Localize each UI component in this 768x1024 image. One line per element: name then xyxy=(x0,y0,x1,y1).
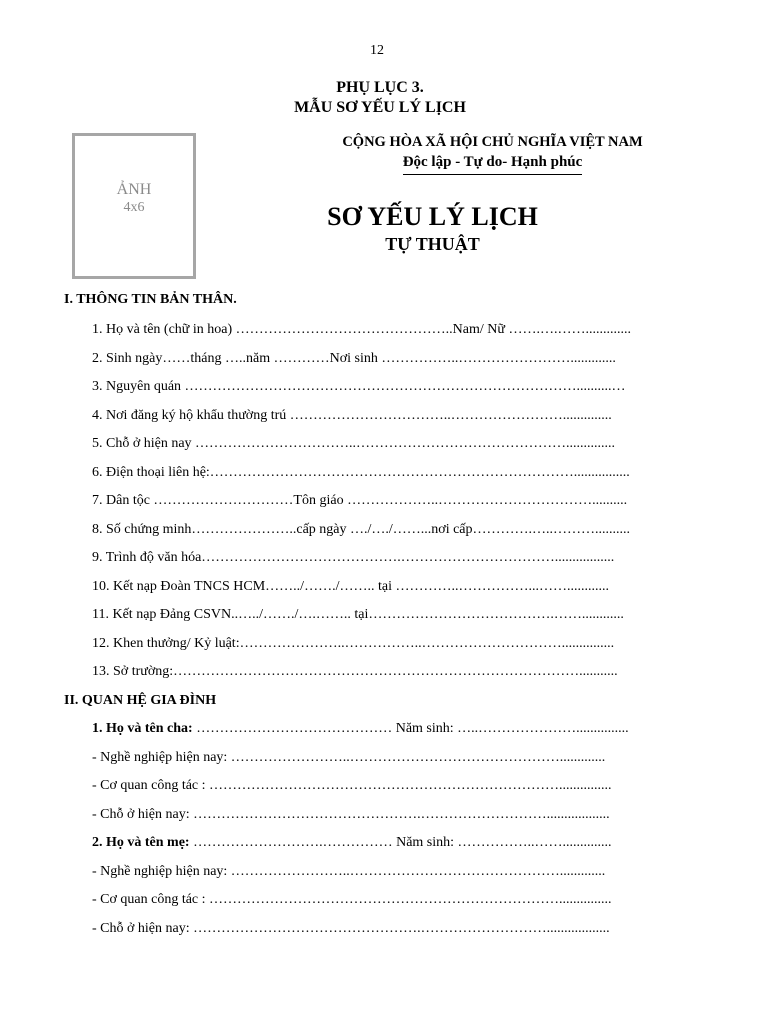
photo-size: 4x6 xyxy=(123,200,145,215)
field-mother-address: - Chỗ ở hiện nay: ………………………………………….……………………….................. xyxy=(92,921,610,936)
field-phone: 6. Điện thoại liên hệ:……………………………………………………………………................ xyxy=(92,465,630,480)
field-father-occupation: - Nghề nghiệp hiện nay: ……………………..………………………………………............. xyxy=(92,750,606,765)
field-rewards-discipline: 12. Khen thưởng/ Kỷ luật:…………………..……………..…………………………............... xyxy=(92,636,615,651)
field-hometown: 3. Nguyên quán …………………………………………………………………………..........… xyxy=(92,379,626,394)
republic-name: CỘNG HÒA XÃ HỘI CHỦ NGHĨA VIỆT NAM xyxy=(342,134,643,150)
field-current-address: 5. Chỗ ở hiện nay ……………………………..……………………………………….............. xyxy=(92,436,616,451)
father-name-dots: …………………………………… Năm sinh: …..…………………............... xyxy=(192,721,629,736)
appendix-heading xyxy=(0,78,760,118)
photo-label: ẢNH xyxy=(116,181,152,198)
field-full-name: 1. Họ và tên (chữ in hoa) ………………………………………..Nam/ Nữ …….….……............. xyxy=(92,322,631,337)
field-id-card: 8. Số chứng minh…………………..cấp ngày …./…./……...nơi cấp………….…..……….......... xyxy=(92,522,631,537)
field-strengths: 13. Sở trường:……………………………………………………………………………........... xyxy=(92,664,618,679)
field-mother-workplace: - Cơ quan công tác : …………………………………………………………………............... xyxy=(92,892,612,907)
field-education: 9. Trình độ văn hóa…………………………………….……………………………................. xyxy=(92,550,615,565)
field-birth-date: 2. Sinh ngày……tháng …..năm …………Nơi sinh ……………..……………………............. xyxy=(92,351,616,366)
document-subtitle: TỰ THUẬT xyxy=(385,234,480,254)
field-ethnicity-religion: 7. Dân tộc …………………………Tôn giáo ………………..…………………………….......... xyxy=(92,493,628,508)
national-header xyxy=(300,132,685,175)
field-permanent-address: 4. Nơi đăng ký hộ khẩu thường trú ……………………………..…………………….............. xyxy=(92,408,612,423)
section-family-heading: II. QUAN HỆ GIA ĐÌNH xyxy=(64,693,217,708)
mother-label: 2. Họ và tên mẹ: xyxy=(92,835,190,850)
field-father-workplace: - Cơ quan công tác : …………………………………………………………………............... xyxy=(92,778,612,793)
national-motto: Độc lập - Tự do- Hạnh phúc xyxy=(403,152,583,175)
field-party-membership: 11. Kết nạp Đảng CSVN..…../……./….…….. tại………………………………….……............ xyxy=(92,607,624,622)
field-youth-union: 10. Kết nạp Đoàn TNCS HCM……../……./…….. tại …………..……………...……............ xyxy=(92,579,609,594)
section-personal-info-heading: I. THÔNG TIN BẢN THÂN. xyxy=(64,292,237,307)
field-mother-name xyxy=(92,834,686,852)
mother-name-dots: ……………………….…………… Năm sinh: ……………..…….............. xyxy=(189,835,612,850)
father-label: 1. Họ và tên cha: xyxy=(92,721,193,736)
field-father-name xyxy=(92,720,686,738)
field-father-address: - Chỗ ở hiện nay: ………………………………………….……………………….................. xyxy=(92,807,610,822)
appendix-subtitle: MẪU SƠ YẾU LÝ LỊCH xyxy=(294,99,466,116)
photo-placeholder xyxy=(72,133,196,279)
field-mother-occupation: - Nghề nghiệp hiện nay: ……………………..………………………………………............. xyxy=(92,864,606,879)
appendix-title: PHỤ LỤC 3. xyxy=(336,79,424,96)
page-number: 12 xyxy=(370,43,384,58)
document-title: SƠ YẾU LÝ LỊCH xyxy=(327,202,538,231)
